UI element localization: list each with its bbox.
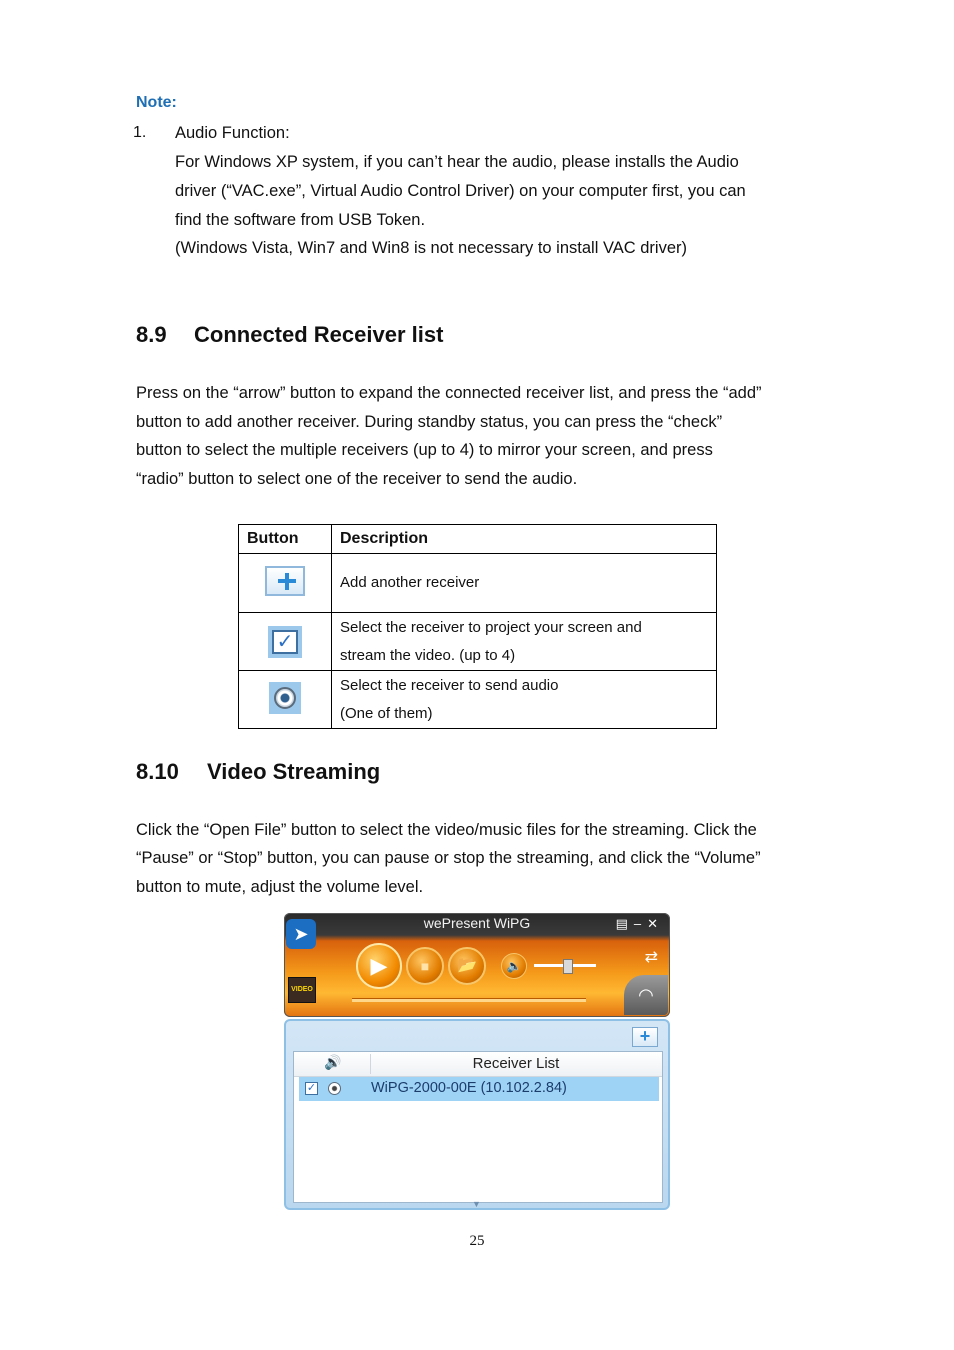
description-line: Select the receiver to project your screen and xyxy=(340,618,642,636)
list-number: 1. xyxy=(133,124,147,141)
play-button[interactable]: ▶ xyxy=(356,943,402,989)
description-cell xyxy=(332,613,717,671)
section-number: 8.10 xyxy=(136,759,179,784)
icon-cell xyxy=(239,554,332,613)
paragraph-line: “Pause” or “Stop” button, you can pause or stop the streaming, and click the “Volume” xyxy=(136,849,761,867)
volume-button[interactable]: 🔈 xyxy=(501,953,527,979)
description-line: Add another receiver xyxy=(340,574,480,591)
paragraph-line: button to mute, adjust the volume level. xyxy=(136,878,424,896)
header-description: Description xyxy=(332,525,717,554)
receiver-name: WiPG-2000-00E (10.102.2.84) xyxy=(371,1080,567,1096)
page-number: 25 xyxy=(469,1233,485,1249)
icon-cell xyxy=(239,613,332,671)
paragraph-line: Click the “Open File” button to select the video/music files for the streaming. Click the xyxy=(136,821,757,839)
note-line: find the software from USB Token. xyxy=(175,211,426,229)
receiver-list xyxy=(293,1051,663,1203)
note-line: (Windows Vista, Win7 and Win8 is not necessary to install VAC driver) xyxy=(175,239,687,257)
paragraph-line: “radio” button to select one of the receiver to send the audio. xyxy=(136,470,578,488)
paragraph-line: button to select the multiple receivers (up to 4) to mirror your screen, and press xyxy=(136,441,713,459)
wipg-app-screenshot xyxy=(284,913,670,1210)
note-line: For Windows XP system, if you can’t hear the audio, please installs the Audio xyxy=(175,153,739,171)
note-label: Note: xyxy=(136,94,177,111)
button-description-table xyxy=(238,524,717,729)
progress-bar[interactable] xyxy=(352,998,586,1002)
table-row xyxy=(239,671,717,729)
logo-icon: ➤ xyxy=(286,919,316,949)
description-cell xyxy=(332,671,717,729)
note-line: Audio Function: xyxy=(175,124,290,142)
table-header-row xyxy=(239,525,717,554)
receiver-list-title: Receiver List xyxy=(472,1055,560,1072)
receiver-list-header xyxy=(294,1052,662,1077)
section-heading-8-9 xyxy=(136,322,443,348)
radio-button-icon xyxy=(269,682,301,714)
header-button: Button xyxy=(239,525,332,554)
checkbox-checked-icon: ✓ xyxy=(268,626,302,658)
description-cell xyxy=(332,554,717,613)
add-icon xyxy=(265,566,305,596)
section-title: Video Streaming xyxy=(207,759,381,784)
stop-button[interactable]: ■ xyxy=(406,947,444,985)
player-panel xyxy=(284,913,670,1017)
description-line: Select the receiver to send audio xyxy=(340,676,559,694)
add-receiver-button[interactable]: + xyxy=(632,1027,658,1047)
paragraph-line: Press on the “arrow” button to expand the connected receiver list, and press the “add” xyxy=(136,384,762,402)
note-line: driver (“VAC.exe”, Virtual Audio Control Driver) on your computer first, you can xyxy=(175,182,746,200)
app-title: wePresent WiPG xyxy=(423,915,531,931)
wifi-icon[interactable]: ◠ xyxy=(624,975,668,1015)
window-controls xyxy=(616,916,664,932)
section-number: 8.9 xyxy=(136,322,167,347)
video-badge: VIDEO xyxy=(288,977,316,1003)
open-file-button[interactable]: 📂 xyxy=(448,947,486,985)
menu-icon[interactable]: ▤ xyxy=(615,916,634,931)
receiver-radio[interactable] xyxy=(328,1082,341,1095)
receiver-checkbox[interactable]: ✓ xyxy=(306,1082,317,1094)
description-line: stream the video. (up to 4) xyxy=(340,646,516,664)
expand-arrow-icon[interactable]: ▼ xyxy=(472,1199,481,1209)
section-heading-8-10 xyxy=(136,759,380,785)
icon-cell xyxy=(239,671,332,729)
receiver-panel xyxy=(284,1019,670,1210)
speaker-icon: 🔊 xyxy=(324,1054,342,1070)
loop-icon[interactable]: ⇄ xyxy=(644,949,658,966)
paragraph-line: button to add another receiver. During standby status, you can press the “check” xyxy=(136,413,723,431)
close-icon[interactable]: ✕ xyxy=(647,916,664,931)
volume-slider-knob[interactable] xyxy=(563,959,573,974)
section-title: Connected Receiver list xyxy=(194,322,444,347)
receiver-row[interactable] xyxy=(299,1077,659,1101)
minimize-icon[interactable]: – xyxy=(633,916,648,931)
table-row xyxy=(239,554,717,613)
description-line: (One of them) xyxy=(340,704,433,722)
table-row xyxy=(239,613,717,671)
